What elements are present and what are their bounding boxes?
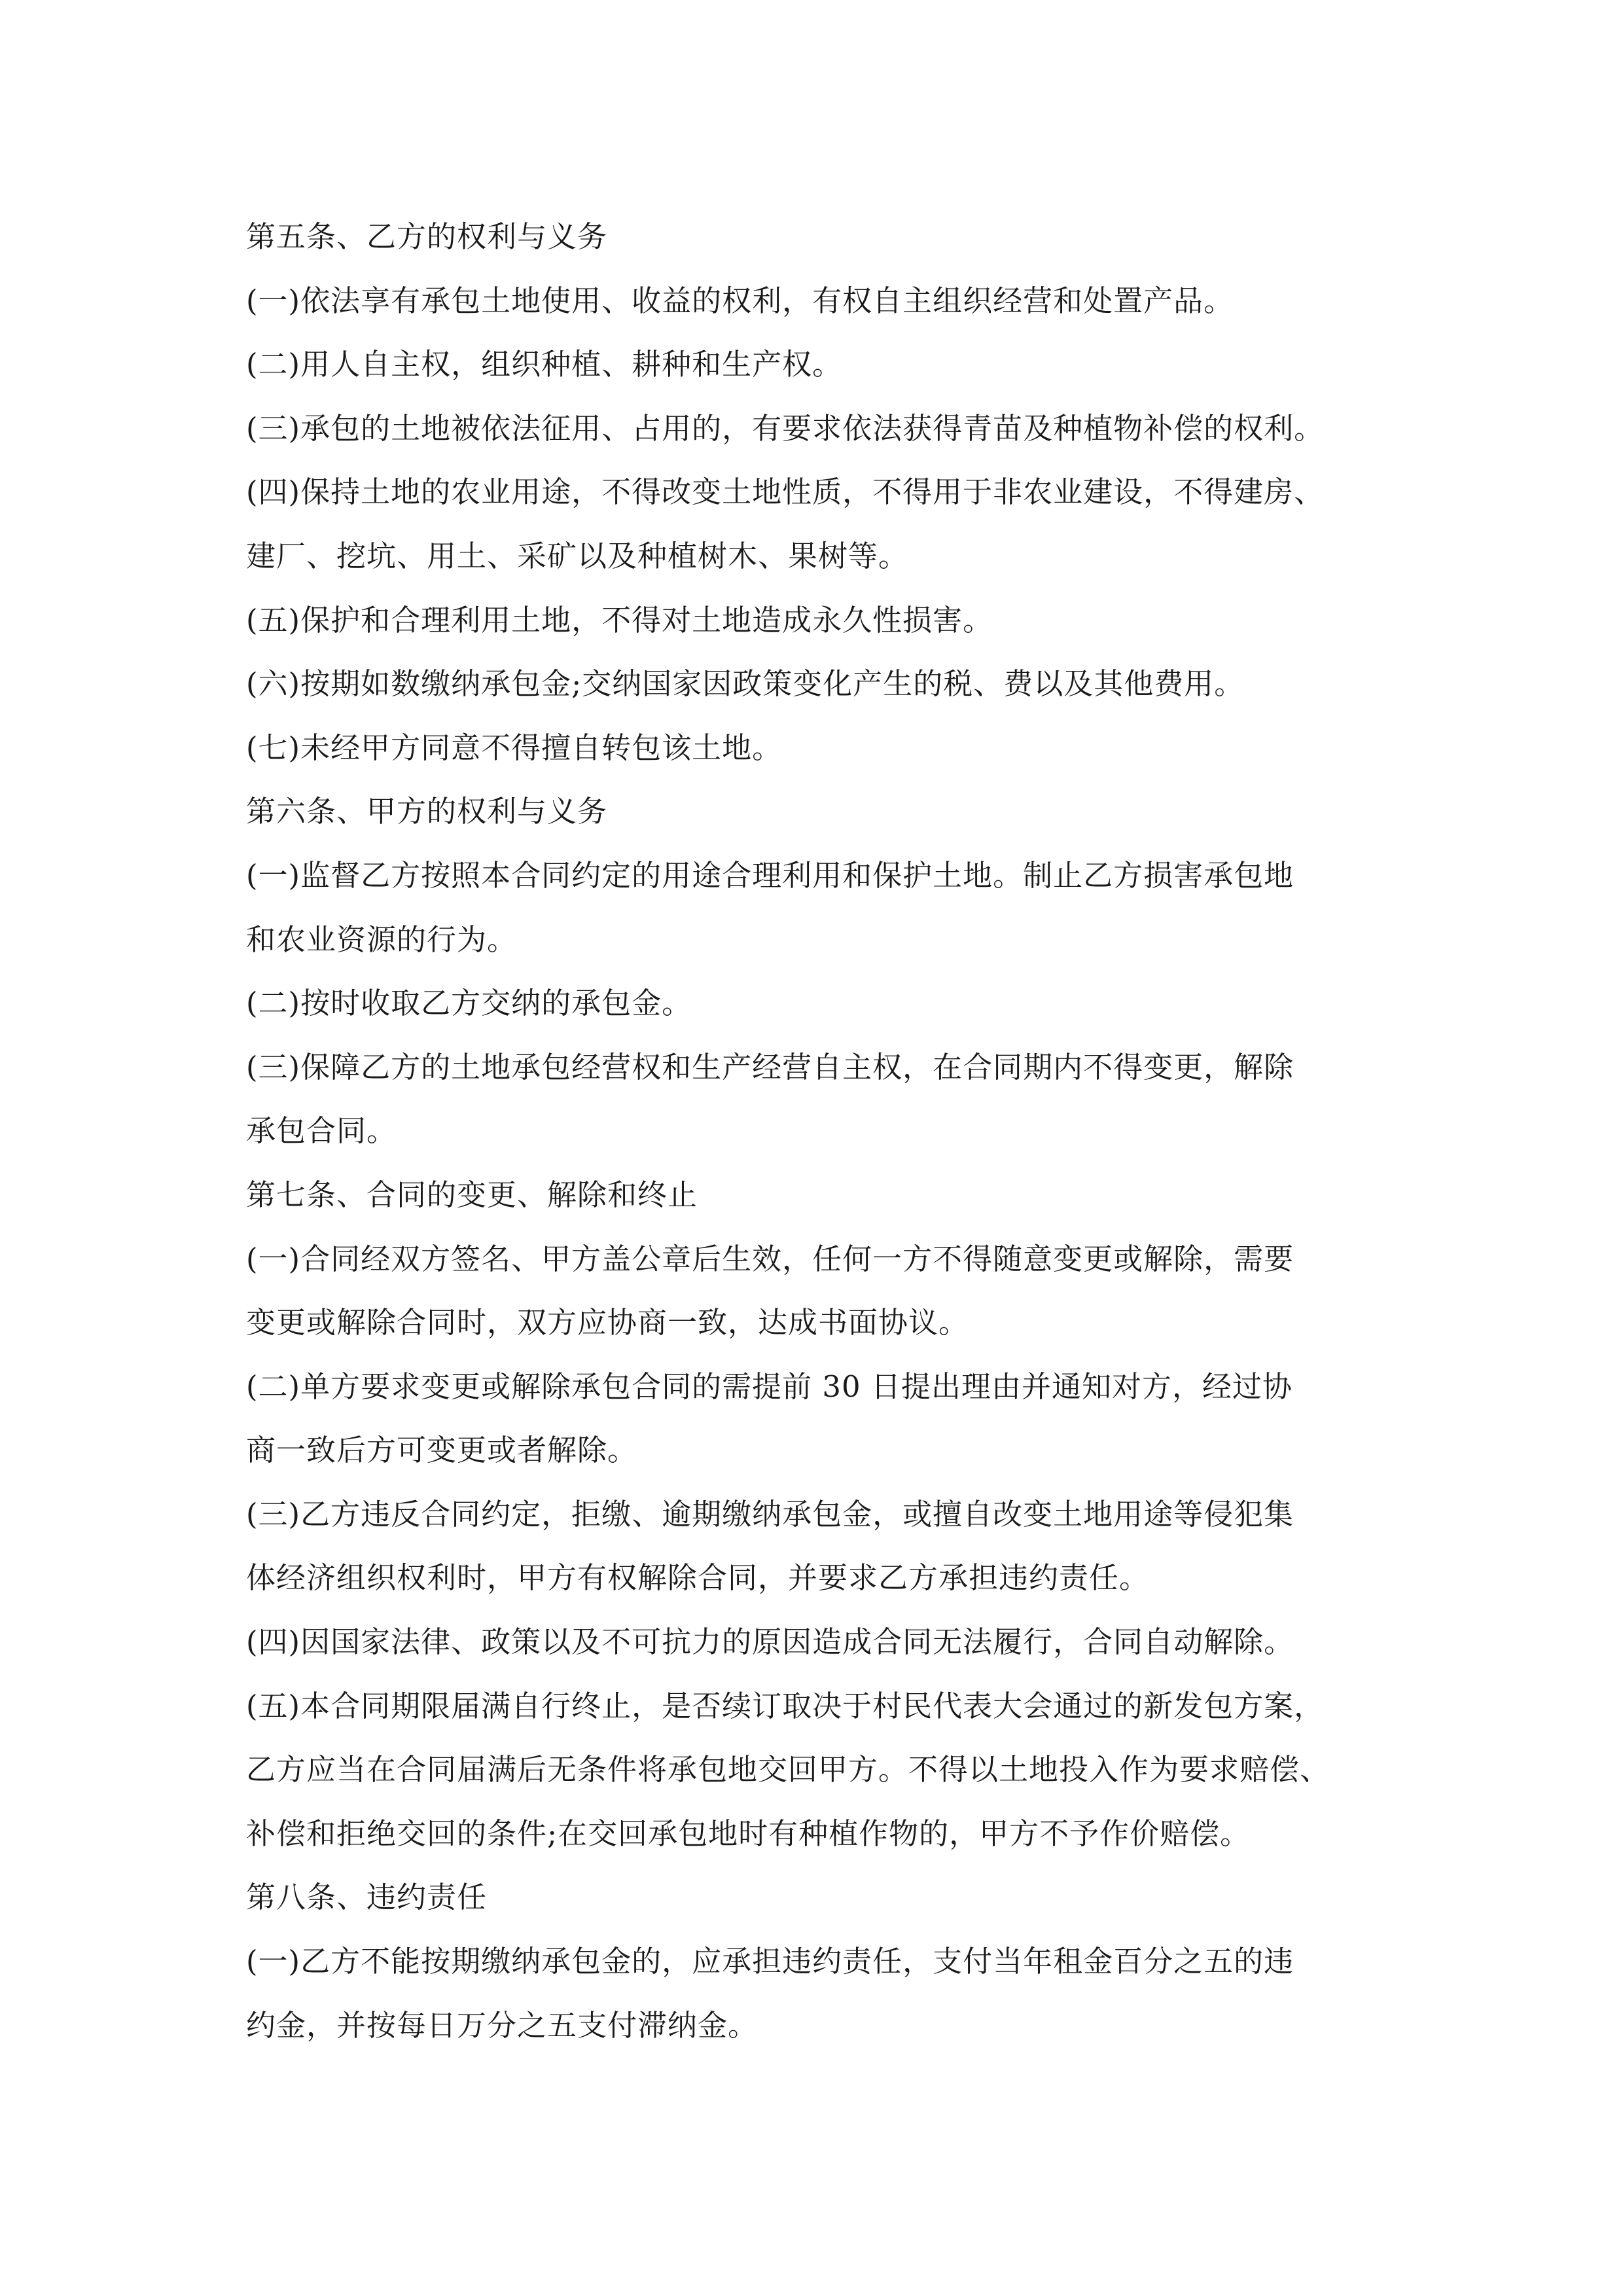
paragraph-line: (二)按时收取乙方交纳的承包金。 xyxy=(246,986,692,1021)
paragraph-line: (三)乙方违反合同约定，拒缴、逾期缴纳承包金，或擅自改变土地用途等侵犯集 xyxy=(246,1496,1294,1532)
paragraph-line: (三)保障乙方的土地承包经营权和生产经营自主权，在合同期内不得变更，解除 xyxy=(246,1049,1294,1085)
paragraph-line: (一)监督乙方按照本合同约定的用途合理利用和保护土地。制止乙方损害承包地 xyxy=(246,857,1294,893)
section-heading-article-8: 第八条、违约责任 xyxy=(246,1880,488,1915)
paragraph-line: (五)保护和合理利用土地，不得对土地造成永久性损害。 xyxy=(246,602,993,637)
paragraph-line: 约金，并按每日万分之五支付滞纳金。 xyxy=(246,2007,758,2043)
paragraph-line: (二)用人自主权，组织种植、耕种和生产权。 xyxy=(246,347,843,382)
paragraph-line: 和农业资源的行为。 xyxy=(246,922,518,957)
paragraph-line: 体经济组织权利时，甲方有权解除合同，并要求乙方承担违约责任。 xyxy=(246,1560,1150,1596)
paragraph-line: (三)承包的土地被依法征用、占用的，有要求依法获得青苗及种植物补偿的权利。 xyxy=(246,410,1325,446)
paragraph-line: (一)依法享有承包土地使用、收益的权利，有权自主组织经营和处置产品。 xyxy=(246,283,1234,318)
section-heading-article-6: 第六条、甲方的权利与义务 xyxy=(246,794,608,829)
paragraph-line: (四)因国家法律、政策以及不可抗力的原因造成合同无法履行，合同自动解除。 xyxy=(246,1624,1294,1660)
paragraph-line: 补偿和拒绝交回的条件;在交回承包地时有种植作物的，甲方不予作价赔偿。 xyxy=(246,1816,1251,1851)
section-heading-article-5: 第五条、乙方的权利与义务 xyxy=(246,219,608,254)
paragraph-line: (一)乙方不能按期缴纳承包金的，应承担违约责任，支付当年租金百分之五的违 xyxy=(246,1944,1294,1979)
contract-text xyxy=(246,205,1398,2057)
paragraph-line: 承包合同。 xyxy=(246,1113,397,1149)
paragraph-line: (七)未经甲方同意不得擅自转包该土地。 xyxy=(246,730,783,765)
paragraph-line: 建厂、挖坑、用土、采矿以及种植树木、果树等。 xyxy=(246,538,909,573)
paragraph-line: 商一致后方可变更或者解除。 xyxy=(246,1433,638,1468)
paragraph-line: (四)保持土地的农业用途，不得改变土地性质，不得用于非农业建设，不得建房、 xyxy=(246,475,1325,510)
paragraph-line: (二)单方要求变更或解除承包合同的需提前 30 日提出理由并通知对方，经过协 xyxy=(246,1369,1293,1404)
paragraph-line: 乙方应当在合同届满后无条件将承包地交回甲方。不得以土地投入作为要求赔偿、 xyxy=(246,1752,1330,1787)
paragraph-line: (六)按期如数缴纳承包金;交纳国家因政策变化产生的税、费以及其他费用。 xyxy=(246,666,1245,702)
paragraph-line: (一)合同经双方签名、甲方盖公章后生效，任何一方不得随意变更或解除，需要 xyxy=(246,1241,1294,1276)
paragraph-line: 变更或解除合同时，双方应协商一致，达成书面协议。 xyxy=(246,1305,969,1340)
paragraph-line: (五)本合同期限届满自行终止，是否续订取决于村民代表大会通过的新发包方案， xyxy=(246,1688,1325,1723)
section-heading-article-7: 第七条、合同的变更、解除和终止 xyxy=(246,1177,698,1212)
